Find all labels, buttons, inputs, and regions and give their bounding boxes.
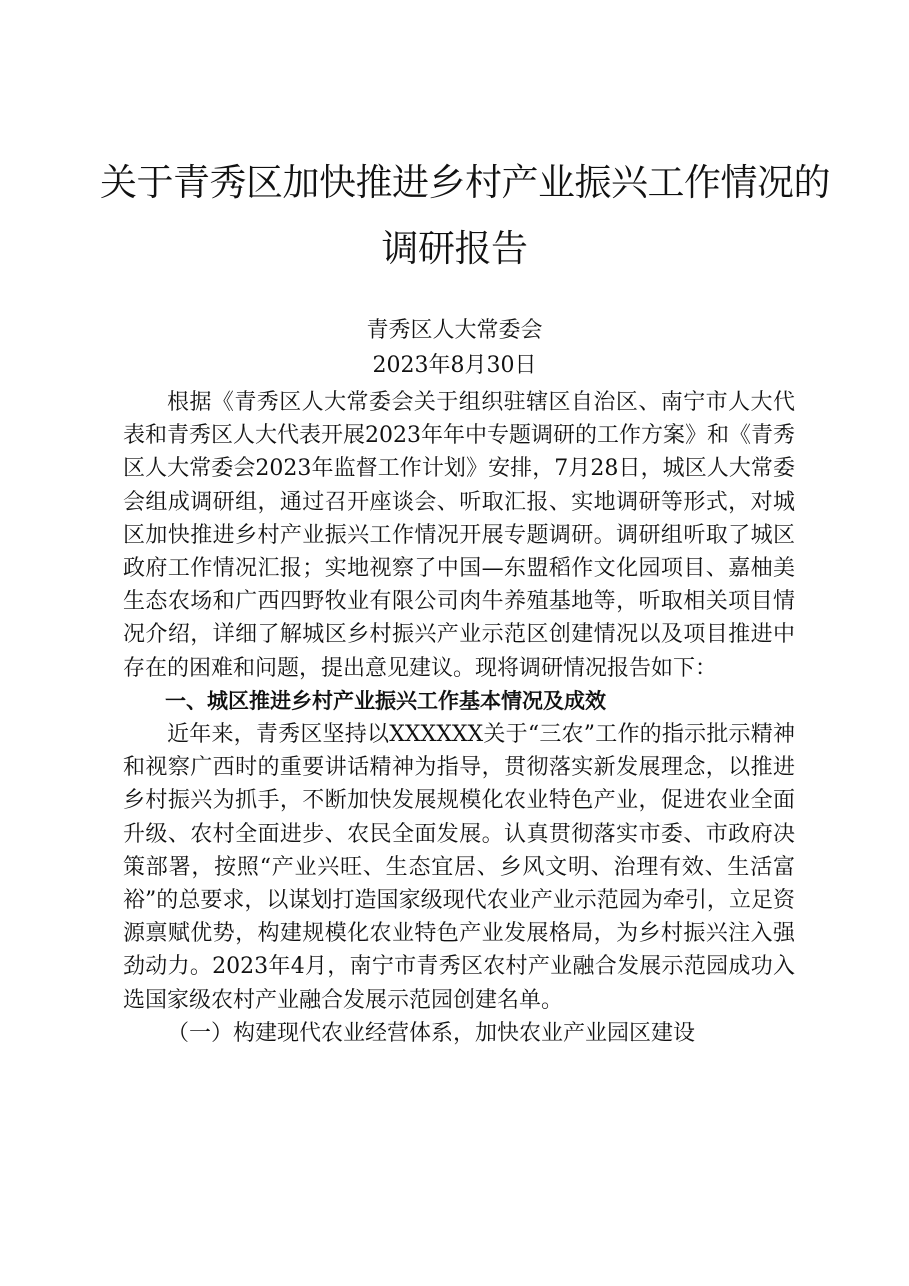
- section-heading: 一、城区推进乡村产业振兴工作基本情况及成效: [165, 688, 606, 713]
- document-body: [123, 386, 795, 1050]
- paragraph-intro: 根据《青秀区人大常委会关于组织驻辖区自治区、南宁市人大代表和青秀区人大代表开展2023年年中专题调研的工作方案》和《青秀区人大常委会2023年监督工作计划》安排，7月28日，城区人大常委会组成调研组，通过召开座谈会、听取汇报、实地调研等形式，对城区加快推进乡村产业振兴工作情况开展专题调研。调研组听取了城区政府工作情况汇报；实地视察了中国—东盟稻作文化园项目、嘉柚美生态农场和广西四野牧业有限公司肉牛养殖基地等，听取相关项目情况介绍，详细了解城区乡村振兴产业示范区创建情况以及项目推进中存在的困难和问题，提出意见建议。现将调研情况报告如下：: [123, 390, 795, 681]
- document-title-line-2: 调研报告: [381, 227, 528, 270]
- document-author: 青秀区人大常委会: [366, 318, 543, 343]
- document-date: 2023年8月30日: [372, 353, 537, 378]
- paragraph-overview: 近年来，青秀区坚持以XXXXXX关于“三农”工作的指示批示精神和视察广西时的重要讲话精神为指导，贯彻落实新发展理念，以推进乡村振兴为抓手，不断加快发展规模化农业特色产业，促进农业全面升级、农村全面进步、农民全面发展。认真贯彻落实市委、市政府决策部署，按照“产业兴旺、生态宜居、乡风文明、治理有效、生活富裕”的总要求，以谋划打造国家级现代农业产业示范园为牵引，立足资源禀赋优势，构建规模化农业特色产业发展格局，为乡村振兴注入强劲动力。2023年4月，南宁市青秀区农村产业融合发展示范园成功入选国家级农村产业融合发展示范园创建名单。: [123, 722, 795, 1013]
- document-title-line-1: 关于青秀区加快推进乡村产业振兴工作情况的: [100, 161, 830, 204]
- subsection-heading: （一）构建现代农业经营体系，加快农业产业园区建设: [167, 1020, 696, 1046]
